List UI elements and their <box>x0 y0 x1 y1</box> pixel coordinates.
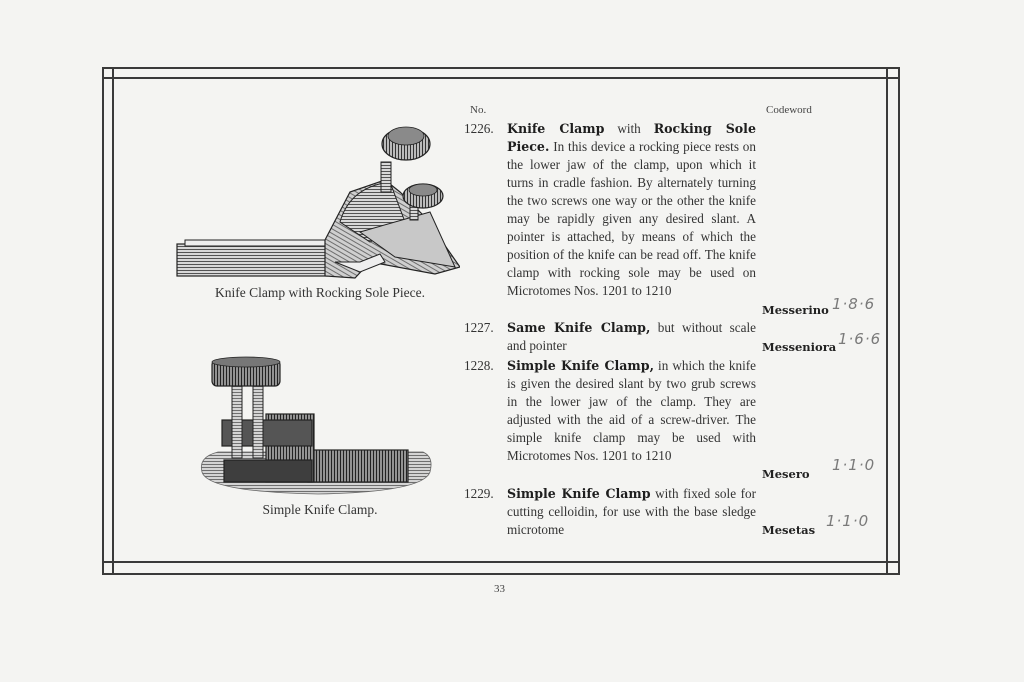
entry-number: 1227. <box>464 320 494 335</box>
catalog-entry-1229 <box>464 485 756 539</box>
illustration-caption-rocking-sole: Knife Clamp with Rocking Sole Piece. <box>215 285 425 300</box>
codeword-1229: Mesetas <box>762 523 816 537</box>
entry-description <box>507 319 756 355</box>
catalog-entry-1226 <box>464 120 756 300</box>
entry-title-joiner: with <box>604 121 654 136</box>
entry-description <box>507 485 756 539</box>
codeword-1227: Messeniora <box>762 340 837 354</box>
column-header-codeword: Codeword <box>766 104 812 116</box>
page-frame-inner-right <box>886 67 888 575</box>
illustration-caption-simple-clamp: Simple Knife Clamp. <box>262 502 378 517</box>
entry-text: In this device a rocking piece rests on the lower jaw of the clamp, upon which it turns in cradle fashion. By alternately turning the two screws one way or the other the knife may be rapidly given any desired slant. A pointer is attached, by means of which the position of the knife can be read off. The knife clamp with rocking sole may be used on Microtomes Nos. 1201 to 1210 <box>507 139 756 298</box>
catalog-entry-1227 <box>464 319 756 355</box>
entry-description <box>507 357 756 465</box>
column-header-number: No. <box>470 104 487 116</box>
entry-description <box>507 120 756 300</box>
price-1226: 1·8·6 <box>832 295 876 313</box>
entry-title: Knife Clamp <box>507 121 605 136</box>
price-1229: 1·1·0 <box>826 512 870 530</box>
price-1227: 1·6·6 <box>838 330 882 348</box>
catalog-entry-1228 <box>464 357 756 465</box>
entry-text: in which the knife is given the desired slant by two grub screws in the lower jaw of the clamp. They are adjusted with the aid of a screw-driver. The simple knife clamp may be used with Microtomes Nos. 1201 to 1210 <box>507 358 756 463</box>
entry-title-secondary: Rocking Sole Piece. <box>507 121 756 154</box>
knife-clamp-rocking-sole-illustration <box>175 122 460 282</box>
entry-text: with fixed sole for cutting celloidin, for use with the base sledge microtome <box>507 486 756 537</box>
page-frame-inner-top <box>102 77 900 79</box>
entry-title: Same Knife Clamp, <box>507 320 651 335</box>
page-frame-inner-left <box>112 67 114 575</box>
entry-text: but without scale and pointer <box>507 320 756 353</box>
page-frame-inner-bottom <box>102 561 900 563</box>
entry-number: 1228. <box>464 358 494 373</box>
entry-title: Simple Knife Clamp, <box>507 358 654 373</box>
price-1228: 1·1·0 <box>832 456 876 474</box>
codeword-1226: Messerino <box>762 303 829 317</box>
codeword-1228: Mesero <box>762 467 810 481</box>
page-number: 33 <box>494 583 505 595</box>
entry-title: Simple Knife Clamp <box>507 486 651 501</box>
entry-number: 1229. <box>464 486 494 501</box>
simple-knife-clamp-illustration <box>198 352 438 502</box>
entry-number: 1226. <box>464 121 494 136</box>
